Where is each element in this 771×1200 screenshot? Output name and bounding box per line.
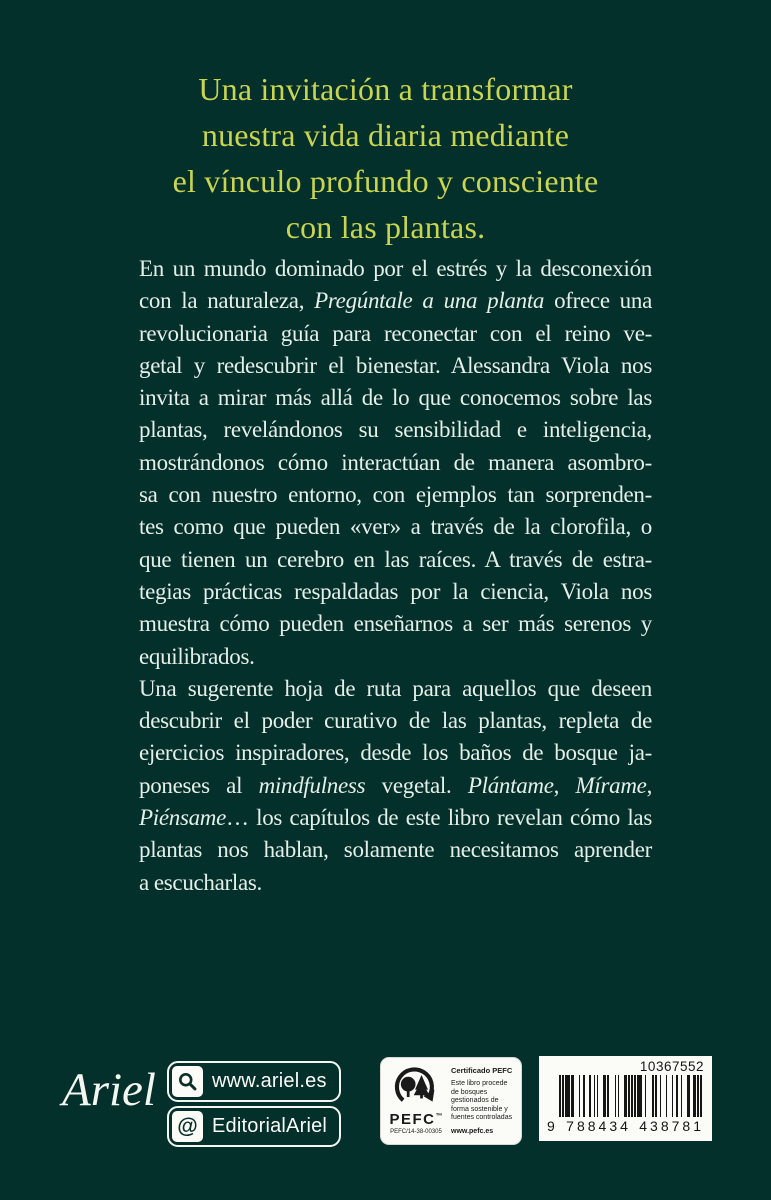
social-badge bbox=[167, 1106, 341, 1147]
pefc-license-number: PEFC/14-38-00305 bbox=[390, 1129, 442, 1135]
text-line: plantas nos hablan, solamente necesitamos aprender bbox=[139, 837, 652, 863]
publisher-links bbox=[167, 1061, 341, 1147]
pefc-wordmark: PEFC™ bbox=[389, 1111, 443, 1128]
paragraph bbox=[139, 673, 652, 899]
headline bbox=[0, 66, 771, 250]
text-line: descubrir el poder curativo de las plantas, repleta de bbox=[139, 708, 652, 734]
headline-line: el vínculo profundo y consciente bbox=[172, 163, 599, 199]
text-line: mostrándonos cómo interactúan de manera asombro- bbox=[139, 449, 652, 475]
paragraph bbox=[139, 253, 652, 673]
headline-line: con las plantas. bbox=[285, 209, 486, 245]
text-line: Una sugerente hoja de ruta para aquellos que deseen bbox=[139, 675, 652, 701]
barcode-isbn-digits bbox=[547, 1118, 704, 1135]
pefc-certificate-label bbox=[380, 1057, 522, 1145]
barcode-top-number: 10367552 bbox=[639, 1059, 704, 1074]
text-line: revolucionaria guía para reconectar con el reino ve- bbox=[139, 320, 652, 346]
at-glyph: @ bbox=[177, 1115, 198, 1138]
text-line: tes como que pueden «ver» a través de la clorofila, o bbox=[139, 514, 652, 540]
website-badge bbox=[167, 1061, 341, 1102]
barcode-bars bbox=[559, 1075, 702, 1117]
isbn-group-2: 438781 bbox=[639, 1118, 704, 1134]
text-line: plantas, revelándonos su sensibilidad e inteligencia, bbox=[139, 417, 652, 443]
website-url-label: www.ariel.es bbox=[212, 1070, 327, 1092]
text-line: muestra cómo pueden enseñarnos a ser más serenos y bbox=[139, 611, 652, 637]
text-line: Piénsame… los capítulos de este libro revelan cómo las bbox=[139, 805, 652, 831]
text-line: En un mundo dominado por el estrés y la desconexión bbox=[139, 256, 652, 281]
trademark-symbol: ™ bbox=[435, 1113, 443, 1120]
synopsis-text bbox=[139, 253, 652, 899]
text-line: con la naturaleza, Pregúntale a una planta ofrece una bbox=[139, 288, 652, 314]
text-line: sa con nuestro entorno, con ejemplos tan sorprenden- bbox=[139, 482, 652, 508]
pefc-url: www.pefc.es bbox=[451, 1127, 494, 1135]
text-line: getal y redescubrir el bienestar. Alessandra Viola nos bbox=[139, 352, 652, 378]
headline-line: Una invitación a transformar bbox=[198, 71, 573, 107]
pefc-trees-icon bbox=[393, 1063, 439, 1109]
text-line: ejercicios inspiradores, desde los baños de bosque ja- bbox=[139, 740, 652, 766]
pefc-logo-block bbox=[387, 1063, 445, 1140]
barcode-label bbox=[539, 1056, 712, 1141]
text-line: equilibrados. bbox=[139, 643, 255, 669]
text-line: que tienen un cerebro en las raíces. A través de estra- bbox=[139, 546, 652, 572]
text-line: invita a mirar más allá de lo que conocemos sobre las bbox=[139, 385, 652, 411]
at-icon bbox=[172, 1111, 203, 1142]
pefc-title: Certificado PEFC bbox=[451, 1066, 513, 1075]
text-line: a escucharlas. bbox=[139, 869, 263, 895]
social-handle-label: EditorialAriel bbox=[212, 1115, 328, 1137]
headline-line: nuestra vida diaria mediante bbox=[201, 117, 570, 153]
pefc-text-block bbox=[445, 1063, 515, 1140]
search-icon bbox=[172, 1066, 203, 1097]
text-line: tegias prácticas respaldadas por la ciencia, Viola nos bbox=[139, 578, 652, 604]
text-line: poneses al mindfulness vegetal. Plántame, Mírame, bbox=[139, 772, 653, 798]
isbn-check-digit: 9 bbox=[547, 1118, 558, 1134]
pefc-description: Este libro procede de bosques gestionados de forma sostenible y fuentes controladas bbox=[451, 1080, 513, 1121]
isbn-group-1: 788434 bbox=[566, 1118, 631, 1134]
ariel-publisher-logo: Ariel bbox=[62, 1064, 156, 1116]
